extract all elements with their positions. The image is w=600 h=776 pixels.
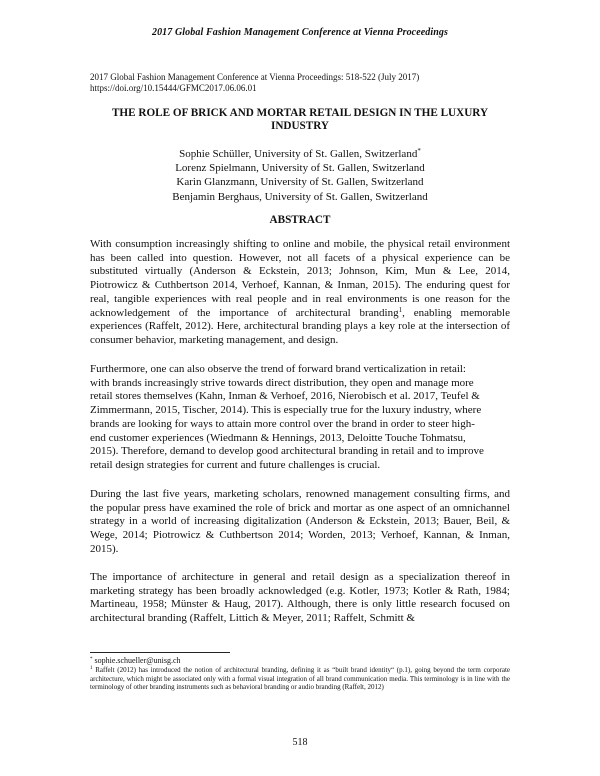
author-line: Lorenz Spielmann, University of St. Gallen, Switzerland — [175, 162, 425, 175]
author-name: Sophie Schüller, University of St. Gallen, Switzerland — [179, 148, 418, 160]
footnote-mark: 1 — [90, 666, 93, 671]
email-link[interactable]: sophie.schueller@unisg.ch — [92, 656, 181, 665]
author-list — [90, 147, 510, 204]
footnote-email — [90, 656, 510, 666]
abstract-paragraph — [90, 238, 510, 348]
footnote-body: Raffelt (2012) has introduced the notion of architectural branding, defining it as “built brand identity“ (p.1), going beyond the term corporate architecture, which might be associated only with a formal visual integration of all brand communication media. This terminology is in line with the terminology of other branding instruments such as behavioral branding or audio branding (Raffelt, 2012) — [90, 666, 510, 692]
author-line — [90, 147, 510, 161]
paragraph-line: end customer experiences (Wiedmann & Hennings, 2013, Deloitte Touche Tohmatsu, — [90, 431, 466, 444]
page-number: 518 — [292, 737, 308, 748]
citation-block — [90, 72, 419, 94]
paragraph-line: retail design strategies for current and future challenges is crucial. — [90, 458, 381, 471]
author-line: Karin Glanzmann, University of St. Gallen, Switzerland — [176, 176, 424, 189]
footnote-text — [90, 666, 510, 692]
paragraph-text: , enabling memorable experiences (Raffelt, 2012). Here, architectural branding plays a key role at the intersection of consumer behavior, marketing management, and design. — [90, 306, 510, 346]
paragraph-line: brands are looking for ways to attain more control over the brand in order to steer high- — [90, 417, 475, 430]
title-line: INDUSTRY — [270, 120, 330, 132]
paragraph-line: retail stores themselves (Kahn, Inman & Verhoef, 2016, Nierobisch et al. 2017, Teufel & — [90, 390, 480, 403]
footnotes — [90, 656, 510, 692]
paragraph-line: Furthermore, one can also observe the trend of forward brand verticalization in retail: — [90, 363, 466, 375]
doi-link[interactable]: https://doi.org/10.15444/GFMC2017.06.06.01 — [90, 83, 257, 93]
footnote-divider — [90, 652, 230, 653]
title-line: THE ROLE OF BRICK AND MORTAR RETAIL DESIGN IN THE LUXURY — [111, 107, 489, 119]
footnote-ref[interactable]: 1 — [398, 305, 403, 314]
abstract-heading: ABSTRACT — [269, 214, 331, 226]
abstract-paragraph — [90, 363, 510, 473]
abstract-paragraph: The importance of architecture in general and retail design as a specialization thereof in marketing strategy has been broadly acknowledged (e.g. Kotler, 1973; Kotler & Rath, 1984; Martineau, 1958; Münster & Haug, 2017). Although, there is only little research focused on architectural branding (Raffelt, Littich & Meyer, 2011; Raffelt, Schmitt & — [90, 571, 510, 625]
running-header: 2017 Global Fashion Management Conference at Vienna Proceedings — [151, 27, 449, 38]
paragraph-line: Zimmermann, 2015, Tischer, 2014). This is especially true for the luxury industry, where — [90, 404, 482, 417]
author-line: Benjamin Berghaus, University of St. Gallen, Switzerland — [172, 190, 428, 203]
paper-title — [90, 107, 510, 133]
abstract-paragraph: During the last five years, marketing scholars, renowned management consulting firms, and the popular press have examined the role of brick and mortar as one aspect of an omnichannel strategy in a world of increasing digitalization (Anderson & Eckstein, 2013; Bauer, Beil, & Wege, 2014; Piotrowicz & Cuthbertson 2014; Worden, 2013; Verhoef, Kannan, & Inman, 2015). — [90, 488, 510, 555]
paragraph-line: 2015). Therefore, demand to develop good architectural branding in retail and to improve — [90, 445, 484, 458]
footnote-mark: * — [90, 657, 93, 662]
paragraph-text: With consumption increasingly shifting to online and mobile, the physical retail environment has been called into question. However, not all facets of a physical experience can be substituted virtually (Anderson & Eckstein, 2013; Johnson, Kim, Mun & Lee, 2014, Piotrowicz & Cuthbertson 2014, Verhoef, Kannan, & Inman, 2015). The enduring quest for real, tangible experiences with real people and in real environments is one reason for the acknowledgement of the importance of architectural branding — [90, 238, 510, 319]
citation-line: 2017 Global Fashion Management Conference at Vienna Proceedings: 518-522 (July 2017) — [90, 72, 420, 82]
corresponding-author-mark: * — [417, 147, 421, 155]
paragraph-line: with brands increasingly strive towards direct distribution, they open and manage more — [90, 376, 474, 389]
